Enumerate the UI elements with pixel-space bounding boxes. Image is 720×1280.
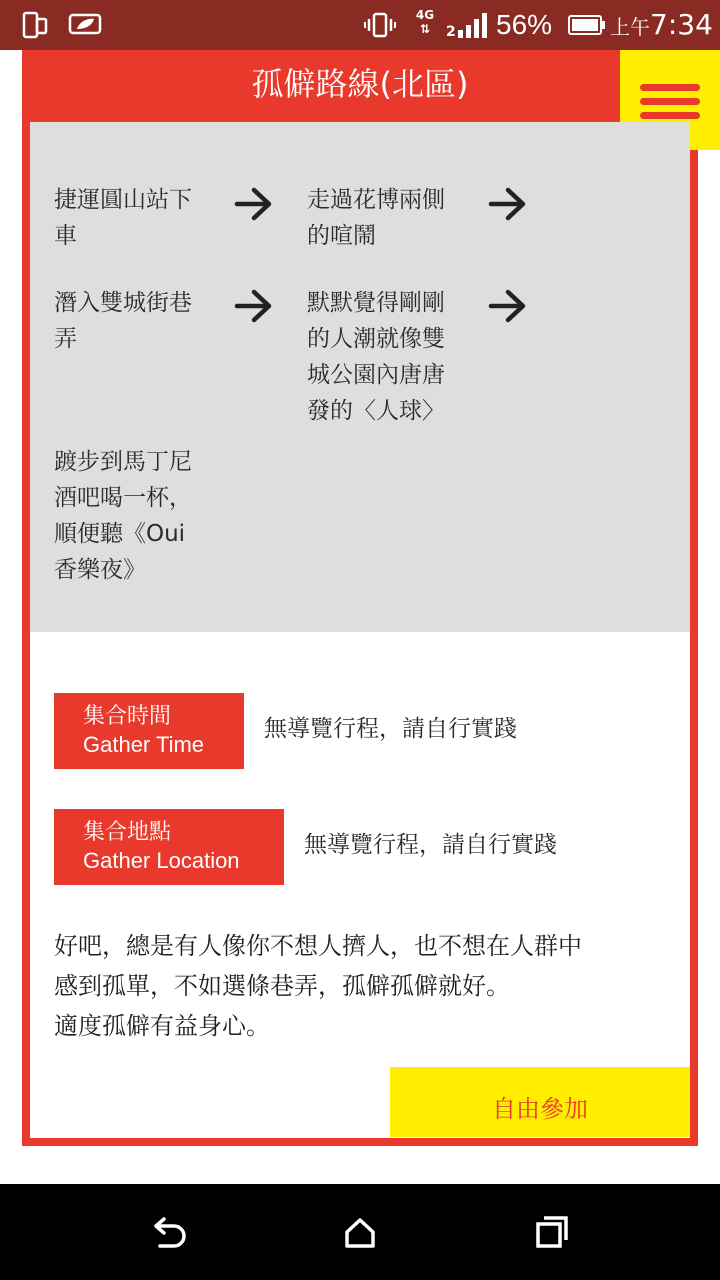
page-title: 孤僻路線(北區) <box>251 65 469 103</box>
status-bar <box>0 0 720 50</box>
battery-icon <box>568 15 606 35</box>
4g-icon: 4G ⇅ <box>415 8 435 36</box>
arrow-right-icon <box>488 288 528 324</box>
back-icon[interactable] <box>146 1212 190 1252</box>
gather-time-tag <box>54 693 244 769</box>
gather-time-value: 無導覽行程，請自行實踐 <box>264 716 517 742</box>
arrow-right-icon <box>234 288 274 324</box>
route-step-5: 踱步到馬丁尼 酒吧喝一杯， 順便聽《Oui 香樂夜》 <box>54 449 192 583</box>
svg-text:2: 2 <box>446 24 456 40</box>
card-header <box>22 50 698 122</box>
gather-location-value: 無導覽行程，請自行實踐 <box>304 832 557 858</box>
leaf-tag-icon <box>68 12 102 36</box>
recents-icon[interactable] <box>530 1212 574 1252</box>
arrow-right-icon <box>488 186 528 222</box>
description-line: 感到孤單，不如選條巷弄，孤僻孤僻就好。 <box>54 972 510 1000</box>
route-description <box>54 926 674 1046</box>
route-step-3: 潛入雙城街巷 弄 <box>54 290 192 352</box>
description-line: 好吧，總是有人像你不想人擠人，也不想在人群中 <box>54 932 582 960</box>
route-step-1: 捷運圓山站下 車 <box>54 187 192 249</box>
clock-time: 7:34 <box>650 8 713 41</box>
signal-icon <box>446 12 490 40</box>
clock <box>610 6 713 46</box>
gather-time-label-zh: 集合時間 <box>83 704 172 729</box>
route-panel <box>30 122 690 632</box>
description-line: 適度孤僻有益身心。 <box>54 1012 270 1040</box>
gather-location-label-en: Gather Location <box>83 848 240 873</box>
join-button[interactable]: 自由參加 <box>390 1067 690 1137</box>
arrow-right-icon <box>234 186 274 222</box>
home-icon[interactable] <box>338 1212 382 1252</box>
clock-period: 上午 <box>610 15 650 39</box>
phone-outline-icon <box>22 11 48 39</box>
gather-time-label-en: Gather Time <box>83 732 205 757</box>
battery-percent: 56% <box>496 9 553 40</box>
gather-location-label-zh: 集合地點 <box>83 820 172 845</box>
route-step-4: 默默覺得剛剛 的人潮就像雙 城公園內唐唐 發的〈人球〉 <box>307 290 445 424</box>
vibrate-icon <box>364 11 396 39</box>
route-step-2: 走過花博兩側 的喧鬧 <box>307 187 445 249</box>
navigation-bar <box>0 1184 720 1280</box>
gather-location-tag <box>54 809 284 885</box>
